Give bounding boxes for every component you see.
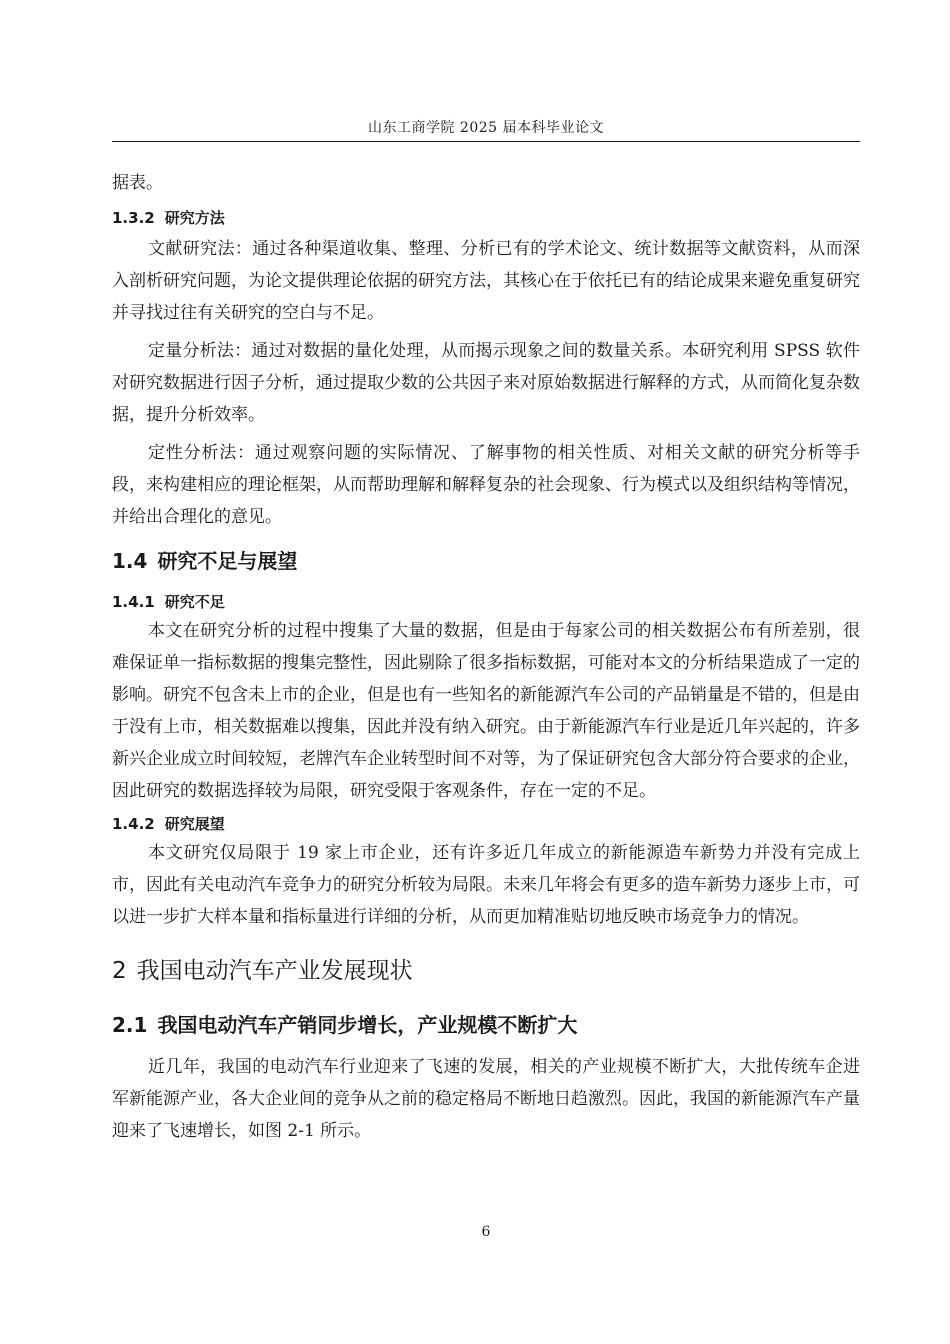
heading-1-4-2 bbox=[112, 807, 860, 837]
heading-number: 1.4.2 bbox=[112, 815, 155, 833]
running-header: 山东工商学院 2025 届本科毕业论文 bbox=[367, 120, 605, 136]
heading-title: 我国电动汽车产销同步增长，产业规模不断扩大 bbox=[157, 1013, 578, 1037]
page-body bbox=[112, 167, 860, 1147]
heading-number: 2.1 bbox=[112, 1013, 148, 1037]
paragraph-quantitative-method: 定量分析法：通过对数据的量化处理，从而揭示现象之间的数量关系。本研究利用 SPSS 软件对研究数据进行因子分析，通过提取少数的公共因子来对原始数据进行解释的方式，从而简化复杂数据，提升分析效率。 bbox=[112, 341, 860, 425]
paragraph-shortcomings: 本文在研究分析的过程中搜集了大量的数据，但是由于每家公司的相关数据公布有所差别，很难保证单一指标数据的搜集完整性，因此剔除了很多指标数据，可能对本文的分析结果造成了一定的影响。研究不包含未上市的企业，但是也有一些知名的新能源汽车公司的产品销量是不错的，但是由于没有上市，相关数据难以搜集，因此并没有纳入研究。由于新能源汽车行业是近几年兴起的，许多新兴企业成立时间较短，老牌汽车企业转型时间不对等，为了保证研究包含大部分符合要求的企业，因此研究的数据选择较为局限，研究受限于客观条件，存在一定的不足。 bbox=[112, 621, 860, 801]
paragraph-continued: 据表。 bbox=[112, 173, 163, 193]
heading-title: 研究不足与展望 bbox=[157, 549, 298, 573]
heading-1-4-1 bbox=[112, 585, 860, 615]
heading-1-3-2 bbox=[112, 201, 860, 231]
paragraph-outlook: 本文研究仅局限于 19 家上市企业，还有许多近几年成立的新能源造车新势力并没有完成上市，因此有关电动汽车竞争力的研究分析较为局限。未来几年将会有更多的造车新势力逐步上市，可以进一步扩大样本量和指标量进行详细的分析，从而更加精准贴切地反映市场竞争力的情况。 bbox=[112, 843, 860, 927]
heading-title: 研究方法 bbox=[164, 209, 225, 227]
heading-number: 1.4 bbox=[112, 549, 148, 573]
page-number: 6 bbox=[481, 1224, 491, 1240]
heading-1-4 bbox=[112, 545, 860, 577]
heading-2-1 bbox=[112, 1009, 860, 1041]
heading-number: 1.3.2 bbox=[112, 209, 155, 227]
heading-number: 2 bbox=[112, 958, 127, 984]
heading-number: 1.4.1 bbox=[112, 593, 155, 611]
paragraph-qualitative-method: 定性分析法：通过观察问题的实际情况、了解事物的相关性质、对相关文献的研究分析等手段，来构建相应的理论框架，从而帮助理解和解释复杂的社会现象、行为模式以及组织结构等情况，并给出合理化的意见。 bbox=[112, 443, 860, 527]
heading-title: 研究不足 bbox=[164, 593, 225, 611]
header-rule bbox=[112, 141, 860, 142]
paragraph-2-1: 近几年，我国的电动汽车行业迎来了飞速的发展，相关的产业规模不断扩大，大批传统车企进军新能源产业，各大企业间的竞争从之前的稳定格局不断地日趋激烈。因此，我国的新能源汽车产量迎来了飞速增长，如图 2-1 所示。 bbox=[112, 1057, 860, 1141]
paragraph-literature-method: 文献研究法：通过各种渠道收集、整理、分析已有的学术论文、统计数据等文献资料，从而深入剖析研究问题，为论文提供理论依据的研究方法，其核心在于依托已有的结论成果来避免重复研究并寻找过往有关研究的空白与不足。 bbox=[112, 239, 860, 323]
heading-chapter-2 bbox=[112, 953, 860, 989]
heading-title: 研究展望 bbox=[164, 815, 225, 833]
heading-title: 我国电动汽车产业发展现状 bbox=[136, 958, 413, 984]
